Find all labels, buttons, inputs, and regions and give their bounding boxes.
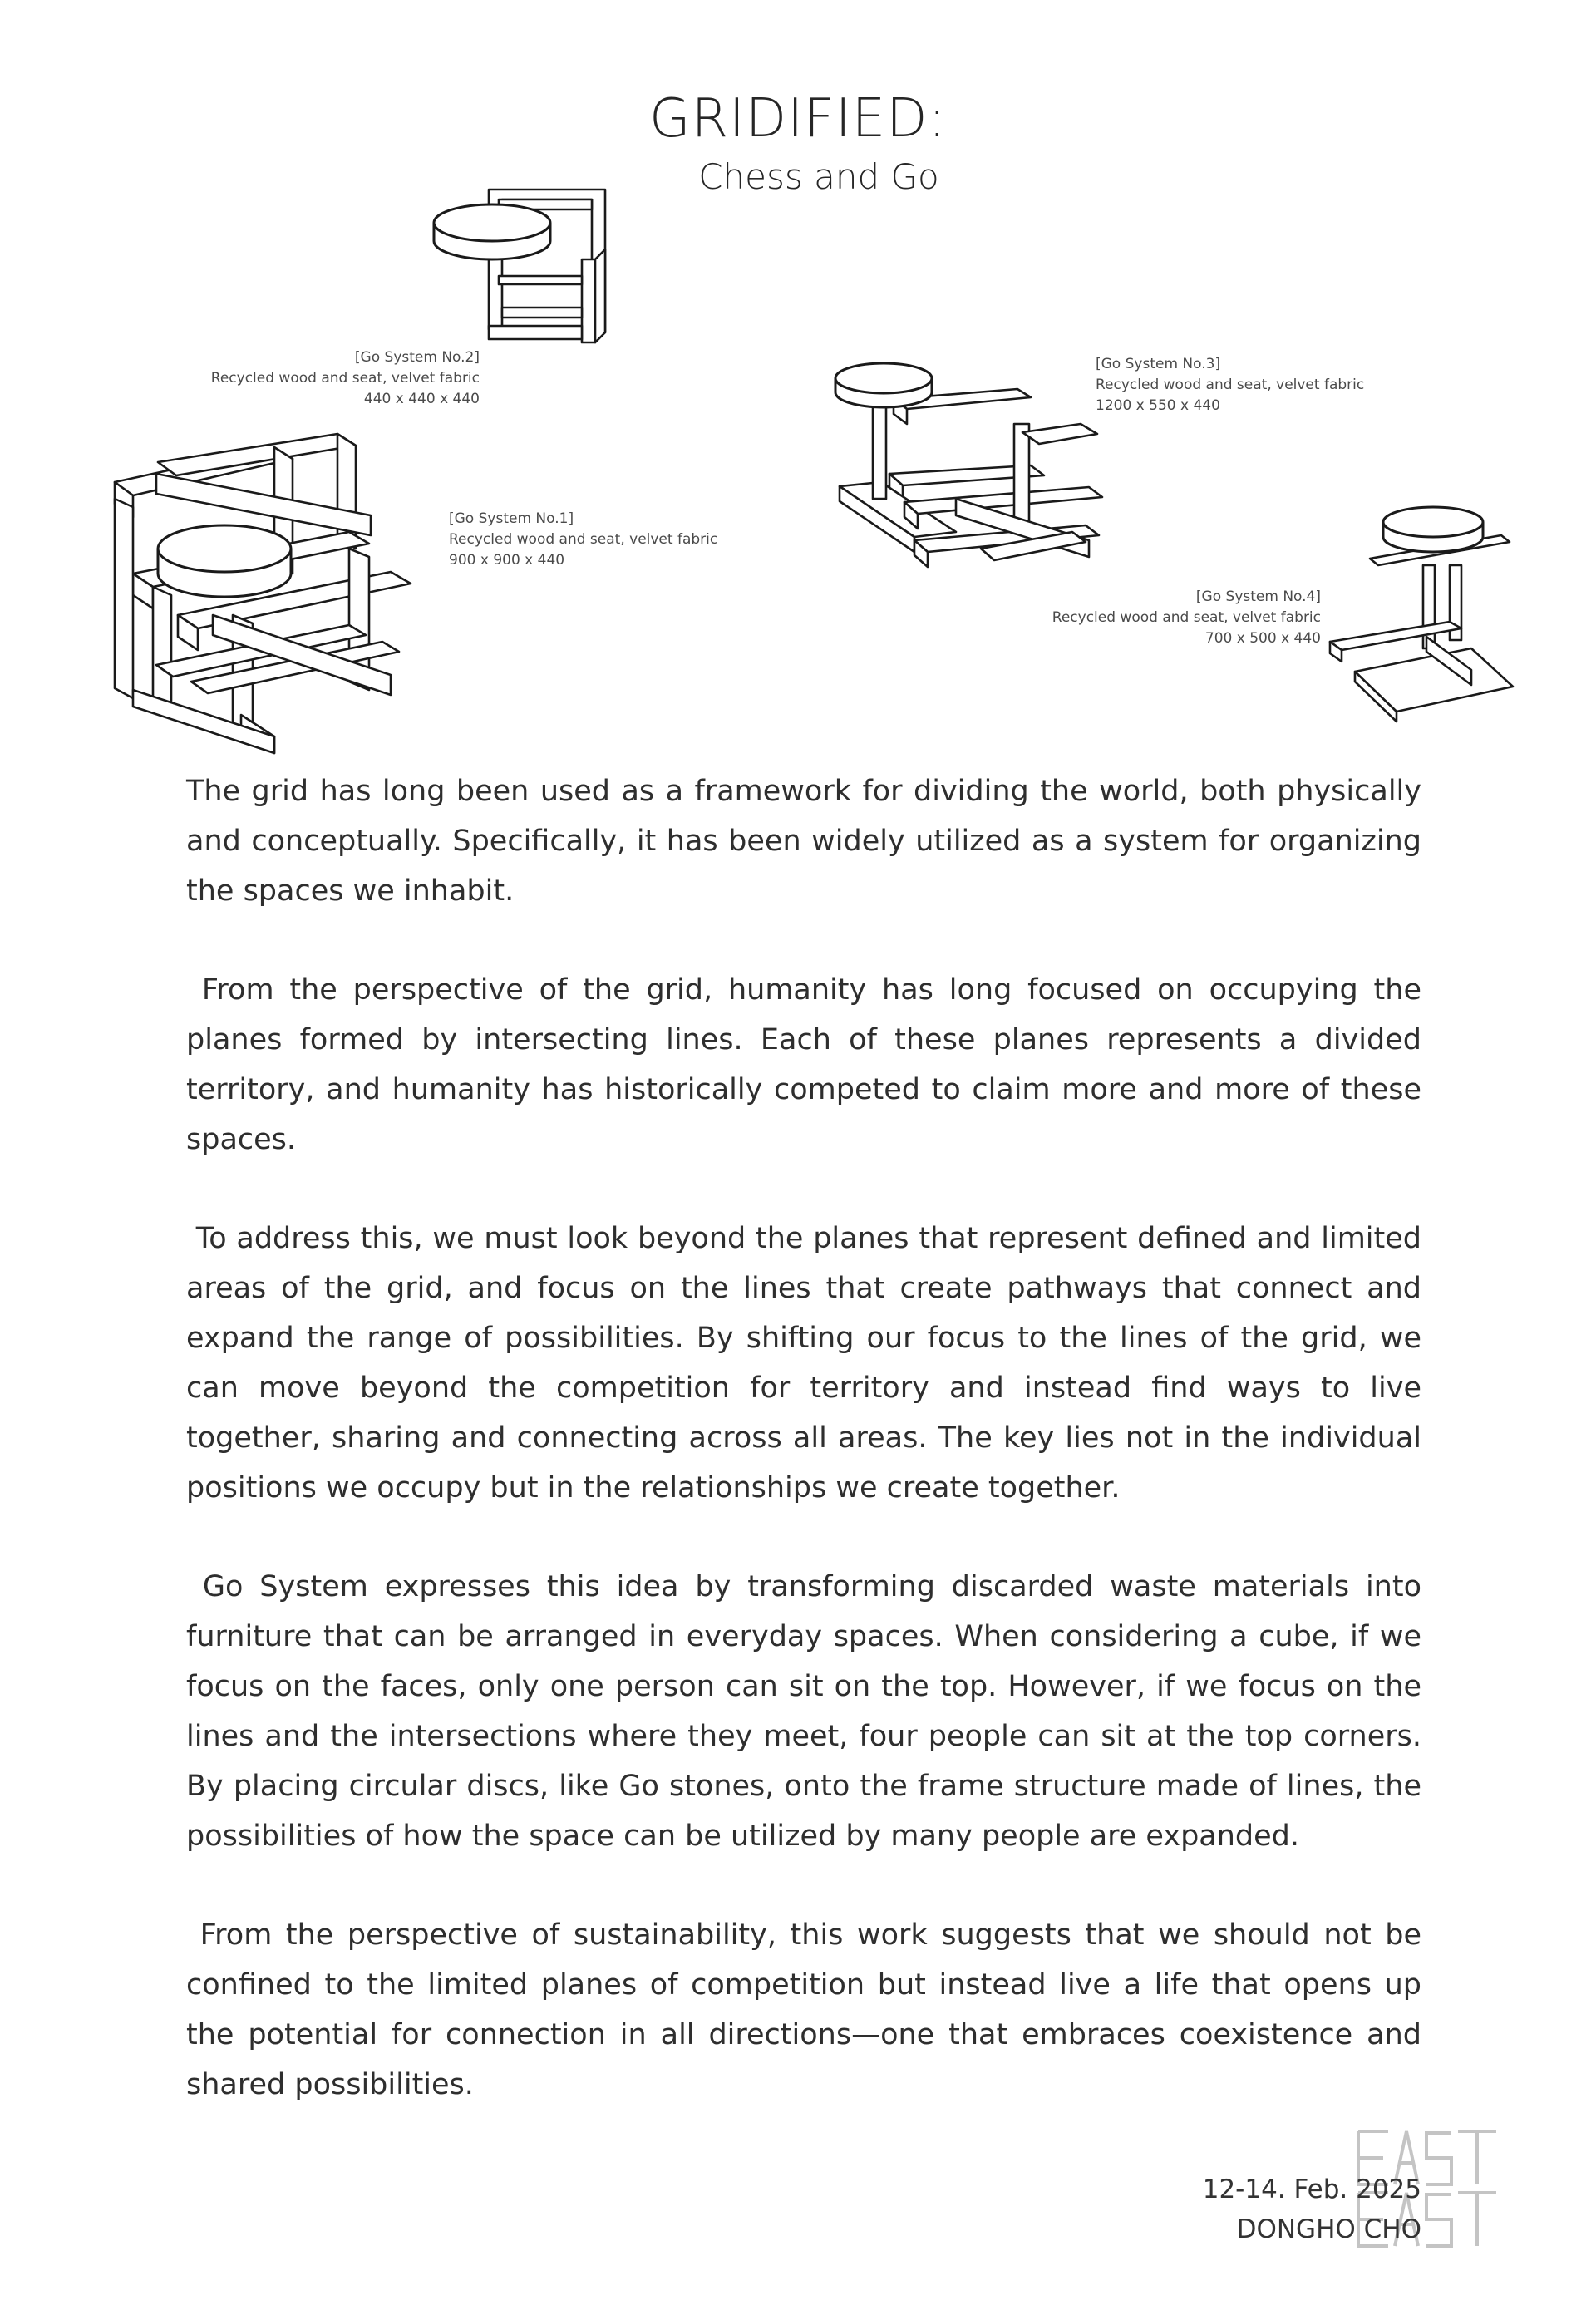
- paragraph: To address this, we must look beyond the planes that represent defined and limited areas of the grid, and focus on the lines that create pathways that connect and expand the range of possibilities. By shifting our focus to the lines of the grid, we can move beyond the competition for territory and instead find ways to live together, sharing and connecting across all areas. The key lies not in the individual positions we occupy but in the relationships we create together.: [186, 1222, 1421, 1505]
- caption-no3-name: [Go System No.3]: [1096, 356, 1221, 372]
- caption-go-system-no2: [211, 347, 480, 410]
- go-system-no2-seat: [434, 204, 550, 259]
- caption-go-system-no3: [1096, 354, 1364, 416]
- page-title: GRIDIFIED:: [648, 88, 948, 150]
- caption-no3-dimensions: 1200 x 550 x 440: [1096, 397, 1220, 414]
- paragraph: The grid has long been used as a framework for dividing the world, both physically and conceptually. Specifically, it has been widely utilized as a system for organizing the spaces we inhabit.: [186, 775, 1421, 908]
- caption-no2-material: Recycled wood and seat, velvet fabric: [210, 370, 480, 387]
- paragraph: From the perspective of the grid, humanity has long focused on occupying the planes formed by intersecting lines. Each of these planes represents a divided territory, and humanity has historically competed to claim more and more of these spaces.: [186, 973, 1421, 1156]
- caption-no3-material: Recycled wood and seat, velvet fabric: [1096, 377, 1365, 393]
- go-system-no2-frame: [489, 190, 605, 342]
- caption-go-system-no1: [449, 509, 717, 571]
- caption-no1-name: [Go System No.1]: [449, 510, 574, 527]
- caption-no2-dimensions: 440 x 440 x 440: [363, 391, 480, 407]
- author-name: DONGHO CHO: [1236, 2214, 1421, 2244]
- caption-no4-material: Recycled wood and seat, velvet fabric: [1052, 609, 1321, 626]
- go-system-no1-frame: [115, 434, 411, 753]
- go-system-no3-frame: [840, 389, 1102, 567]
- go-system-no1-seat: [158, 525, 291, 597]
- body-text: [186, 766, 1421, 2159]
- go-system-no3-seat: [835, 363, 932, 407]
- go-system-no4-frame: [1330, 535, 1513, 722]
- page-subtitle: Chess and Go: [698, 156, 939, 197]
- exhibition-date: 12-14. Feb. 2025: [1202, 2174, 1421, 2204]
- caption-no4-dimensions: 700 x 500 x 440: [1204, 630, 1321, 647]
- paragraph: Go System expresses this idea by transforming discarded waste materials into furniture that can be arranged in everyday spaces. When considering a cube, if we focus on the faces, only one person can sit on the top. However, if we focus on the lines and the intersections where they meet, four people can sit at the top corners. By placing circular discs, like Go stones, onto the frame structure made of lines, the possibilities of how the space can be utilized by many people are expanded.: [186, 1570, 1421, 1853]
- caption-no4-name: [Go System No.4]: [1195, 589, 1321, 605]
- caption-no1-dimensions: 900 x 900 x 440: [449, 552, 565, 569]
- caption-go-system-no4: [1052, 587, 1321, 649]
- caption-no1-material: Recycled wood and seat, velvet fabric: [449, 531, 718, 548]
- go-system-no4-seat: [1383, 507, 1483, 552]
- caption-no2-name: [Go System No.2]: [354, 349, 480, 366]
- footer: [1203, 2169, 1421, 2249]
- paragraph: From the perspective of sustainability, this work suggests that we should not be confined to the limited planes of competition but instead live a life that opens up the potential for connection in all directions—one that embraces coexistence and shared possibilities.: [186, 1918, 1421, 2101]
